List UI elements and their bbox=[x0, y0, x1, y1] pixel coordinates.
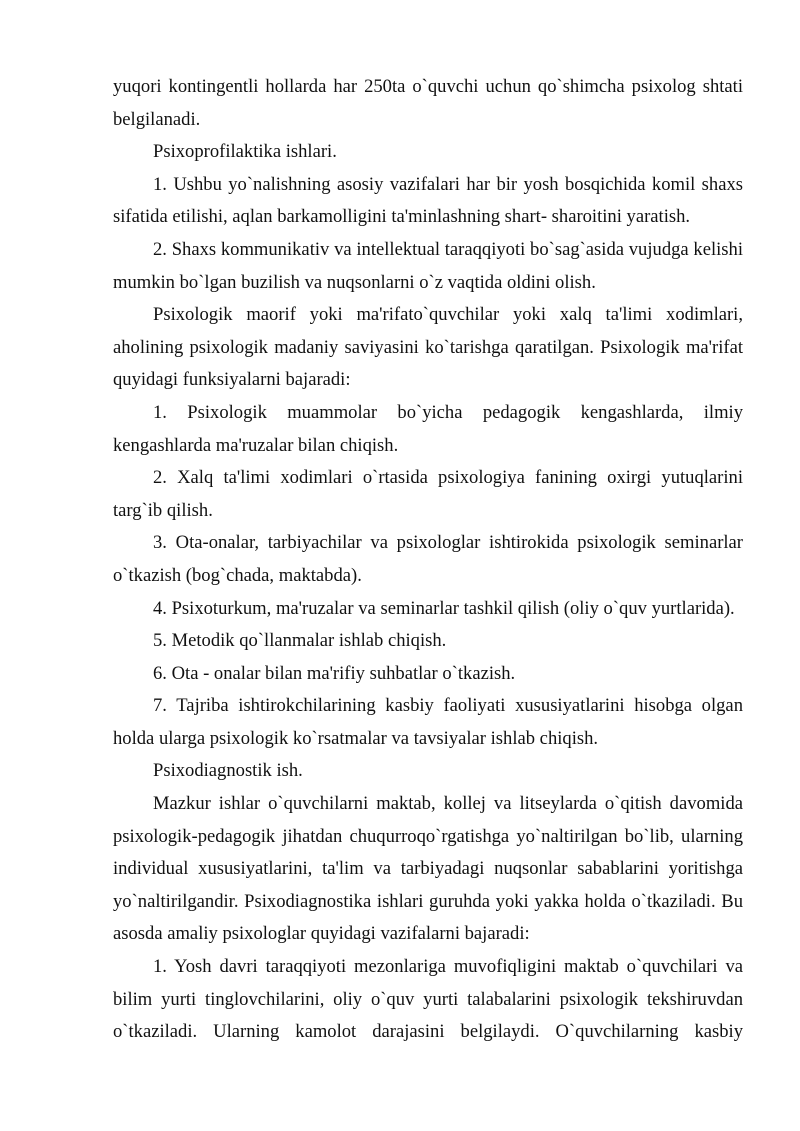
section-heading-psixodiagnostik: Psixodiagnostik ish. bbox=[153, 760, 303, 782]
list-item: 6. Ota - onalar bilan ma'rifiy suhbatlar o`tkazish. bbox=[153, 662, 516, 684]
list-item: 5. Metodik qo`llanmalar ishlab chiqish. bbox=[153, 630, 447, 652]
list-item: 7. Tajriba ishtirokchilarining kasbiy faoliyati xususiyatlarini hisobga olgan holda ularga psixologik ko`rsatmalar va tavsiyalar ishlab chiqish. bbox=[113, 695, 743, 749]
paragraph-psixologik-maorif: Psixologik maorif yoki ma'rifato`quvchilar yoki xalq ta'limi xodimlari, aholining psixologik madaniy saviyasini ko`tarishga qaratilgan. Psixologik ma'rifat quyidagi funksiyalarni bajaradi: bbox=[113, 304, 743, 391]
list-item: 4. Psixoturkum, ma'ruzalar va seminarlar tashkil qilish (oliy o`quv yurtlarida). bbox=[153, 597, 735, 619]
list-item: 1. Psixologik muammolar bo`yicha pedagogik kengashlarda, ilmiy kengashlarda ma'ruzalar bilan chiqish. bbox=[113, 401, 743, 456]
paragraph-1: yuqori kontingentli hollarda har 250ta o`quvchi uchun qo`shimcha psixolog shtati belgilanadi. bbox=[113, 76, 743, 130]
list-item: 3. Ota-onalar, tarbiyachilar va psixologlar ishtirokida psixologik seminarlar o`tkazish (bog`chada, maktabda). bbox=[113, 532, 743, 586]
paragraph-mazkur-ishlar: Mazkur ishlar o`quvchilarni maktab, kollej va litseylarda o`qitish davomida psixologik-pedagogik jihatdan chuqurroqo`rgatishga yo`naltirilgan bo`lib, ularning individual xususiyatlarini, ta'lim va tarbiyadagi nuqsonlar sabablarini yoritishga yo`naltirilgandir. Psixodiagnostika ishlari guruhda yoki yakka holda o`tkaziladi. Bu asosda amaliy psixologlar quyidagi vazifalarni bajaradi: bbox=[113, 793, 743, 945]
list-item: 2. Xalq ta'limi xodimlari o`rtasida psixologiya fanining oxirgi yutuqlarini targ`ib qilish. bbox=[113, 467, 743, 521]
list-item: 2. Shaxs kommunikativ va intellektual taraqqiyoti bo`sag`asida vujudga kelishi mumkin bo`lgan buzilish va nuqsonlarni o`z vaqtida oldini olish. bbox=[113, 238, 743, 293]
section-heading-psixoprofilaktika: Psixoprofilaktika ishlari. bbox=[153, 141, 337, 163]
list-item: 1. Yosh davri taraqqiyoti mezonlariga muvofiqligini maktab o`quvchilari va bilim yurti tinglovchilarini, oliy o`quv yurti talabalarini psixologik tekshiruvdan o`tkaziladi. Ularning kamolot darajasini belgilaydi. O`quvchilarning kasbiy bbox=[113, 956, 743, 1043]
document-page bbox=[113, 71, 743, 1049]
list-item: 1. Ushbu yo`nalishning asosiy vazifalari har bir yosh bosqichida komil shaxs sifatida etilishi, aqlan barkamolligini ta'minlashning shart- sharoitini yaratish. bbox=[113, 173, 743, 228]
